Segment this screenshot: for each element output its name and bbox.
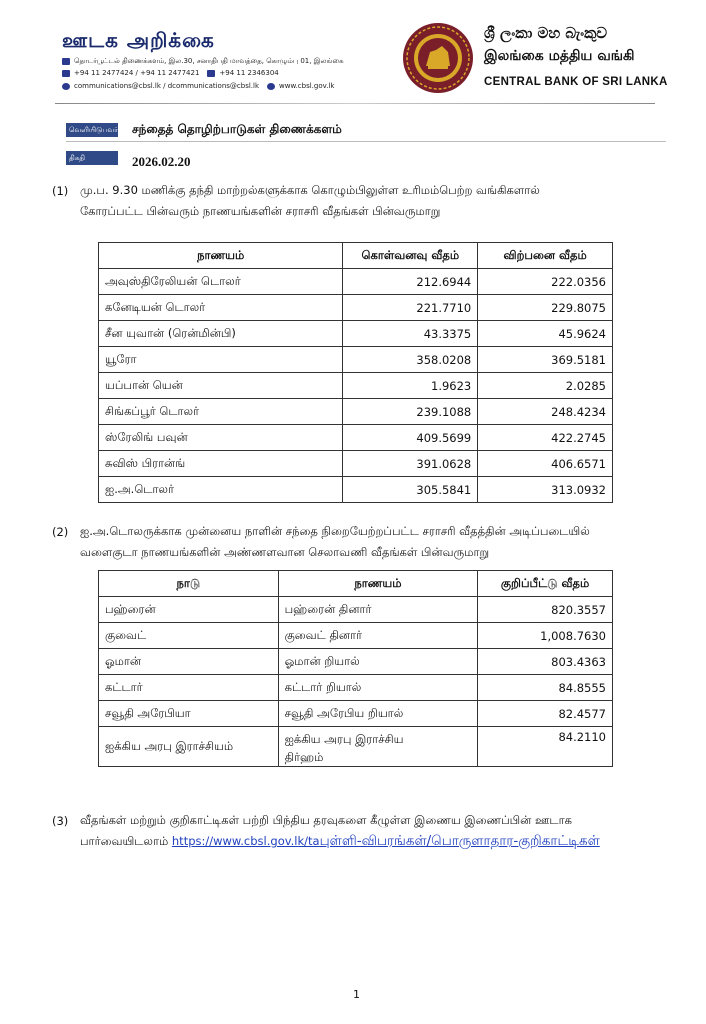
cbsl-seal-logo <box>402 22 474 94</box>
date-row <box>66 146 191 170</box>
date-label: திகதி <box>66 151 118 165</box>
country-cell: குவைட் <box>99 623 279 649</box>
section3-text: வீதங்கள் மற்றும் குறிகாட்டிகள் பற்றி பிந்திய தரவுகளை கீழுள்ள இணைய இணைப்பின் ஊடாக பார்வையிடலாம் https://www.cbsl.gov.lk/taபுள்ளி-விபரங்கள்/பொருளாதார-குறிகாட்டிகள் <box>80 810 665 852</box>
section3-link-line: பார்வையிடலாம் https://www.cbsl.gov.lk/taபுள்ளி-விபரங்கள்/பொருளாதார-குறிகாட்டிகள் <box>80 833 600 849</box>
table-row <box>99 597 613 623</box>
table-row <box>99 321 613 347</box>
currency-cell: யப்பான் யென் <box>99 373 343 399</box>
statistics-url-link[interactable]: https://www.cbsl.gov.lk/ta <box>171 834 320 848</box>
indicative-rate-cell: 820.3557 <box>478 597 613 623</box>
currency-cell: குவைட் தினார் <box>278 623 478 649</box>
gulf-currency-rates-table <box>98 570 613 767</box>
bank-name-sinhala: ශ්‍රී ලංකා මහ බැංකුව <box>484 24 608 42</box>
selling-rate-cell: 229.8075 <box>478 295 613 321</box>
table-row <box>99 477 613 503</box>
column-header-currency: நாணயம் <box>278 571 478 597</box>
indicative-rate-cell: 82.4577 <box>478 701 613 727</box>
envelope-icon <box>62 58 70 65</box>
table-row <box>99 701 613 727</box>
indicative-rate-cell: 84.2110 <box>478 727 613 767</box>
email-link[interactable]: communications@cbsl.lk / dcommunications@cbsl.lk <box>74 82 260 90</box>
date-value: 2026.02.20 <box>132 154 191 169</box>
country-cell: கட்டார் <box>99 675 279 701</box>
selling-rate-cell: 422.2745 <box>478 425 613 451</box>
buying-rate-cell: 239.1088 <box>343 399 478 425</box>
selling-rate-cell: 45.9624 <box>478 321 613 347</box>
currency-cell: கனேடியன் டொலர் <box>99 295 343 321</box>
selling-rate-cell: 369.5181 <box>478 347 613 373</box>
phone-icon <box>62 70 70 77</box>
issued-by-label: வெளியிடுபவர் <box>66 123 118 137</box>
buying-rate-cell: 358.0208 <box>343 347 478 373</box>
contact-email-web <box>62 82 334 90</box>
table-row <box>99 451 613 477</box>
contact-phone: +94 11 2477424 / +94 11 2477421 +94 11 2346304 <box>62 69 279 77</box>
table-row <box>99 425 613 451</box>
column-header-currency: நாணயம் <box>99 243 343 269</box>
selling-rate-cell: 313.0932 <box>478 477 613 503</box>
bank-name-english: CENTRAL BANK OF SRI LANKA <box>484 76 668 88</box>
currency-cell: பஹ்ரைன் தினார் <box>278 597 478 623</box>
table-row <box>99 347 613 373</box>
section2-text: ஐ.அ.டொலருக்காக முன்னைய நாளின் சந்தை நிறையேற்றப்பட்ட சராசரி வீதத்தின் அடிப்படையில் வளைகுடா நாணயங்களின் அண்ணளவான செலாவணி வீதங்கள் பின்வருமாறு <box>80 524 590 559</box>
fax-icon <box>207 70 215 77</box>
table-header-row <box>99 571 613 597</box>
column-header-country: நாடு <box>99 571 279 597</box>
country-cell: ஓமான் <box>99 649 279 675</box>
issued-by-value: சந்தைத் தொழிற்பாடுகள் திணைக்களம் <box>132 122 342 136</box>
buying-rate-cell: 1.9623 <box>343 373 478 399</box>
buying-rate-cell: 305.5841 <box>343 477 478 503</box>
currency-cell: ஐ.அ.டொலர் <box>99 477 343 503</box>
section2-number: (2) <box>52 525 69 539</box>
email-icon <box>62 83 70 90</box>
table-row <box>99 295 613 321</box>
page-number: 1 <box>353 988 360 1001</box>
currency-cell: யூரோ <box>99 347 343 373</box>
table-row <box>99 675 613 701</box>
bank-name-tamil: இலங்கை மத்திய வங்கி <box>484 48 635 64</box>
contact-address: தொடர்பூட்டல் திணைக்களம், இல.30, சனாதிபதி மாவத்தை, கொழும்பு 01, இலங்கை <box>62 57 344 66</box>
section1-text: மு.ப. 9.30 மணிக்கு தந்தி மாற்றல்களுக்காக கொழும்பிலுள்ள உரிமம்பெற்ற வங்கிகளால் கோரப்பட்ட பின்வரும் நாணயங்களின் சராசரி வீதங்கள் பின்வருமாறு <box>80 183 540 218</box>
indicative-rate-cell: 803.4363 <box>478 649 613 675</box>
meta-divider <box>66 141 666 142</box>
buying-rate-cell: 391.0628 <box>343 451 478 477</box>
buying-rate-cell: 221.7710 <box>343 295 478 321</box>
selling-rate-cell: 248.4234 <box>478 399 613 425</box>
indicative-rate-cell: 1,008.7630 <box>478 623 613 649</box>
website-link[interactable]: www.cbsl.gov.lk <box>279 82 335 90</box>
table-row <box>99 269 613 295</box>
selling-rate-cell: 406.6571 <box>478 451 613 477</box>
country-cell: ஐக்கிய அரபு இராச்சியம் <box>99 727 279 767</box>
column-header-indicative-rate: குறிப்பீட்டு வீதம் <box>478 571 613 597</box>
selling-rate-cell: 2.0285 <box>478 373 613 399</box>
currency-cell: கட்டார் றியால் <box>278 675 478 701</box>
press-release-title: ஊடக அறிக்கை <box>62 28 215 52</box>
table-row <box>99 649 613 675</box>
section3-number: (3) <box>52 814 69 828</box>
currency-cell: சிங்கப்பூர் டொலர் <box>99 399 343 425</box>
indicative-rate-cell: 84.8555 <box>478 675 613 701</box>
header-divider <box>55 103 655 104</box>
table-header-row <box>99 243 613 269</box>
currency-cell: ஓமான் றியால் <box>278 649 478 675</box>
buying-rate-cell: 409.5699 <box>343 425 478 451</box>
exchange-rates-table <box>98 242 613 503</box>
table-row <box>99 727 613 767</box>
currency-cell: சீன யுவான் (ரென்மின்பி) <box>99 321 343 347</box>
issued-by-row <box>66 122 342 138</box>
country-cell: பஹ்ரைன் <box>99 597 279 623</box>
country-cell: சவூதி அரேபியா <box>99 701 279 727</box>
globe-icon <box>267 83 275 90</box>
economic-indicators-link[interactable]: புள்ளி-விபரங்கள்/பொருளாதார-குறிகாட்டிகள் <box>319 833 600 849</box>
currency-cell: அவுஸ்திரேலியன் டொலர் <box>99 269 343 295</box>
buying-rate-cell: 212.6944 <box>343 269 478 295</box>
table-row <box>99 399 613 425</box>
page-header <box>0 0 706 110</box>
currency-cell: ஐக்கிய அரபு இராச்சிய திர்ஹம் <box>278 727 478 767</box>
currency-cell: சுவிஸ் பிரான்ங் <box>99 451 343 477</box>
currency-cell: ஸ்ரேலிங் பவுன் <box>99 425 343 451</box>
column-header-selling-rate: விற்பனை வீதம் <box>478 243 613 269</box>
table-row <box>99 623 613 649</box>
table-row <box>99 373 613 399</box>
column-header-buying-rate: கொள்வனவு வீதம் <box>343 243 478 269</box>
selling-rate-cell: 222.0356 <box>478 269 613 295</box>
section1-number: (1) <box>52 184 69 198</box>
currency-cell: சவூதி அரேபிய றியால் <box>278 701 478 727</box>
buying-rate-cell: 43.3375 <box>343 321 478 347</box>
